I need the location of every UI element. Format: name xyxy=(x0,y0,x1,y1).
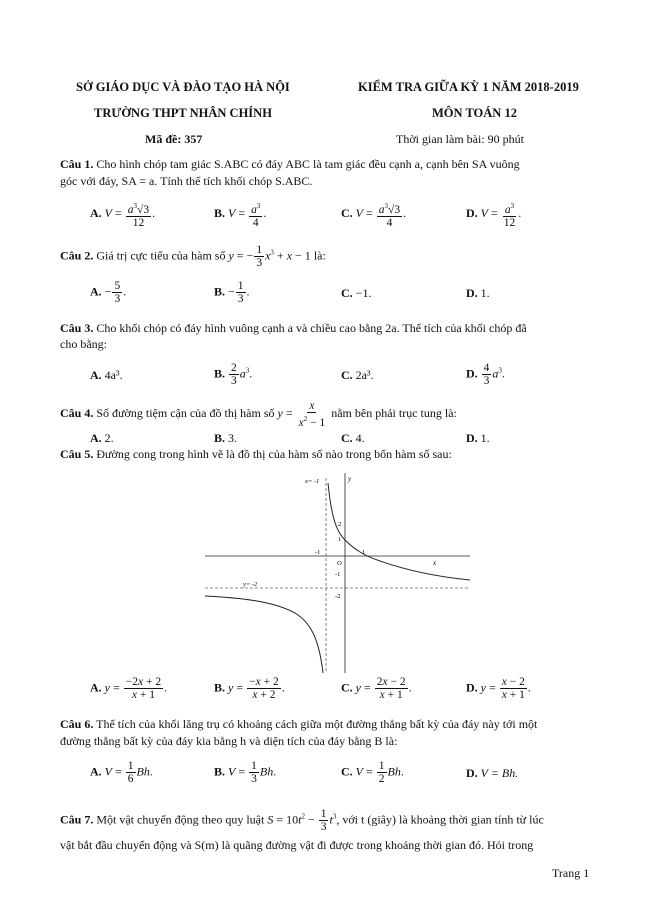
question-5: Câu 5. Đường cong trong hình vẽ là đồ thị của hàm số nào trong bốn hàm số sau: xyxy=(60,447,452,461)
q6-option-c[interactable]: C. V = $\frac{1}{2}$ Bh. xyxy=(341,760,404,785)
q3-option-b[interactable]: B. $\frac{2}{3}$ $a^3$. xyxy=(214,362,253,387)
q6-option-d[interactable]: D. V = Bh. xyxy=(466,766,519,780)
tick-y-1: 1 xyxy=(338,536,342,543)
tick-x-minus-1: -1 xyxy=(315,549,321,556)
q3-option-d[interactable]: D. $\frac{4}{3}$ $a^3$. xyxy=(466,362,505,387)
q4-option-c[interactable]: C. 4. xyxy=(341,431,365,445)
school-name: TRƯỜNG THPT NHÂN CHÍNH xyxy=(94,106,272,120)
tick-y-minus-1: -1 xyxy=(335,571,341,578)
question-1-line-2: góc với đáy, SA = a. Tính thể tích khối chóp S.ABC. xyxy=(60,174,313,188)
q1-option-a[interactable]: A. V = $\frac{a^3√3}{12}$ . xyxy=(90,202,156,229)
question-3: Câu 3. Cho khối chóp có đáy hình vuông cạnh a và chiều cao bằng 2a. Thể tích của khối chóp đã xyxy=(60,321,527,335)
question-1 xyxy=(60,157,520,172)
x-axis-label: x xyxy=(433,559,437,567)
q2-option-c[interactable]: C. −1. xyxy=(341,286,372,300)
tick-x-1: 1 xyxy=(362,549,366,556)
question-2: Câu 2. Giá trị cực tiểu của hàm số y = − $\frac{1}{3}$ $x^3 + x - 1$ là: xyxy=(60,244,326,269)
q4-option-a[interactable]: A. 2. xyxy=(90,431,114,445)
q1-option-b[interactable]: B. V = $\frac{a^3}{4}$ . xyxy=(214,202,267,229)
q5-option-b[interactable]: B. y = $\frac{-x + 2}{x + 2}$ . xyxy=(214,676,285,701)
q3-option-c[interactable]: C. 2a³. xyxy=(341,368,374,382)
exam-title: KIỂM TRA GIỮA KỲ 1 NĂM 2018-2019 xyxy=(358,80,579,94)
q6-option-b[interactable]: B. V = $\frac{1}{3}$ Bh. xyxy=(214,760,277,785)
origin-label: O xyxy=(337,560,342,567)
q5-option-d[interactable]: D. y = $\frac{x - 2}{x + 1}$ . xyxy=(466,676,531,701)
q4-option-d[interactable]: D. 1. xyxy=(466,431,490,445)
page-number: Trang 1 xyxy=(552,866,590,880)
function-graph xyxy=(205,468,470,673)
question-3-line-2: cho bằng: xyxy=(60,337,107,351)
asymptote-y-label: y= -2 xyxy=(243,581,258,588)
question-4: Câu 4. Số đường tiệm cận của đồ thị hàm số y = $\frac{x}{x^2 - 1}$ nằm bên phải trục tung là: xyxy=(60,400,457,429)
question-label: Câu 1. xyxy=(60,157,94,171)
q4-option-b[interactable]: B. 3. xyxy=(214,431,238,445)
question-7-line-2: vật bắt đầu chuyển động và S(m) là quãng đường vật đi được trong khoảng thời gian đó. Hỏi trong xyxy=(60,838,534,852)
department-title: SỞ GIÁO DỤC VÀ ĐÀO TẠO HÀ NỘI xyxy=(76,80,290,94)
q5-option-a[interactable]: A. y = $\frac{-2x + 2}{x + 1}$ . xyxy=(90,676,168,701)
asymptote-x-label: x= -1 xyxy=(305,478,320,485)
tick-y-minus-2: -2 xyxy=(335,593,341,600)
q6-option-a[interactable]: A. V = $\frac{1}{6}$ Bh. xyxy=(90,760,153,785)
question-text: Cho hình chóp tam giác S.ABC có đáy ABC là tam giác đều cạnh a, cạnh bên SA vuông xyxy=(96,157,520,171)
exam-duration: Thời gian làm bài: 90 phút xyxy=(396,132,524,146)
q2-option-a[interactable]: A. − $\frac{5}{3}$ . xyxy=(90,280,127,305)
q5-option-c[interactable]: C. y = $\frac{2x - 2}{x + 1}$ . xyxy=(341,676,412,701)
q2-option-d[interactable]: D. 1. xyxy=(466,286,490,300)
question-7: Câu 7. Một vật chuyển động theo quy luật $S = 10t^2$ − $\frac{1}{3}$ $t^3$, với t (giây) là khoảng thời gian tính từ lúc xyxy=(60,808,544,833)
exam-code: Mã đề: 357 xyxy=(145,132,203,146)
y-axis-label: y xyxy=(348,475,352,483)
question-6-line-2: đường thẳng bất kỳ của đáy kia bằng h và diện tích của đáy bằng B là: xyxy=(60,734,398,748)
tick-y-2: 2 xyxy=(338,521,342,528)
q2-option-b[interactable]: B. − $\frac{1}{3}$ . xyxy=(214,280,250,305)
q1-option-c[interactable]: C. V = $\frac{a^3√3}{4}$ . xyxy=(341,202,407,229)
q3-option-a[interactable]: A. 4a³. xyxy=(90,368,123,382)
curve-left-branch xyxy=(205,596,323,673)
question-6: Câu 6. Thể tích của khối lăng trụ có khoảng cách giữa một đường thẳng bất kỳ của đáy này tới một xyxy=(60,717,538,731)
q1-option-d[interactable]: D. V = $\frac{a^3}{12}$ . xyxy=(466,202,522,229)
curve-right-branch xyxy=(328,483,470,580)
subject-title: MÔN TOÁN 12 xyxy=(432,106,517,120)
